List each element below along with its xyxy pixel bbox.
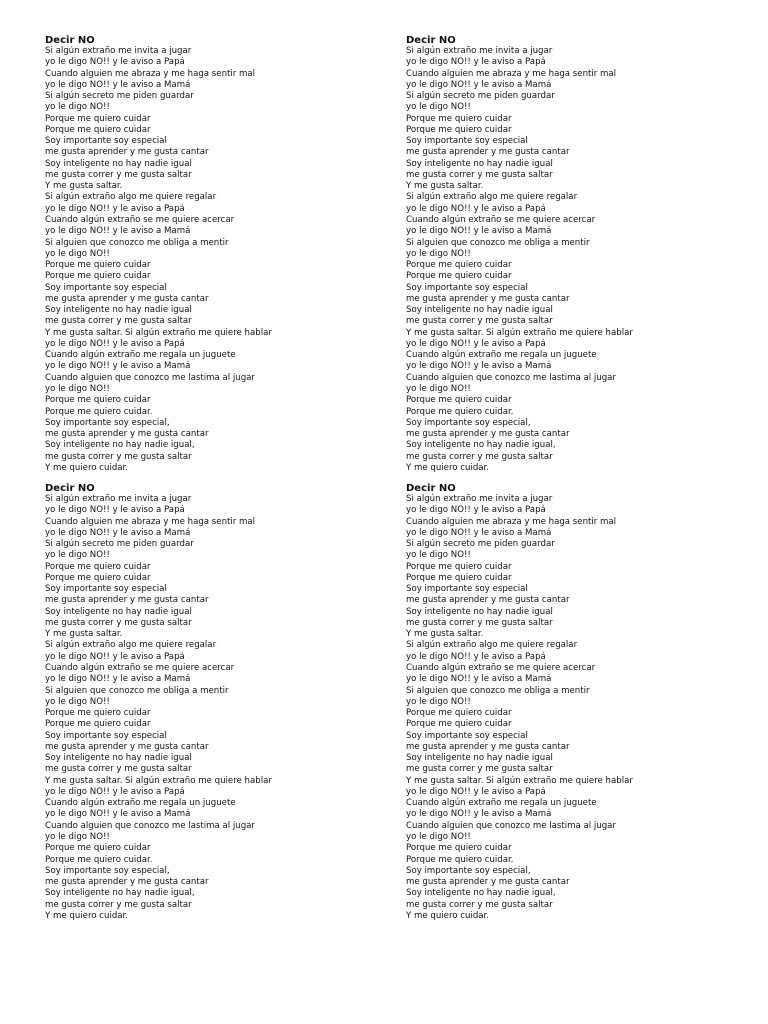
- poem-line: Porque me quiero cuidar: [406, 572, 512, 583]
- poem-line: me gusta aprender y me gusta cantar: [406, 741, 570, 752]
- poem-lines: [45, 494, 375, 922]
- poem-line: me gusta correr y me gusta saltar: [406, 451, 553, 462]
- poem-line: Si algún extraño me invita a jugar: [406, 494, 553, 504]
- poem-line: me gusta correr y me gusta saltar: [45, 169, 192, 180]
- poem-line: Porque me quiero cuidar.: [45, 406, 153, 417]
- poem-line: me gusta aprender y me gusta cantar: [406, 429, 570, 440]
- poem-line: Soy inteligente no hay nadie igual: [406, 606, 553, 617]
- poem-line: yo le digo NO!!: [406, 383, 471, 394]
- poem-line: Porque me quiero cuidar: [406, 708, 512, 719]
- poem-line: Si alguien que conozco me obliga a mentir: [45, 685, 229, 696]
- poem-line: Si algún secreto me piden guardar: [406, 91, 555, 102]
- poem-line: Porque me quiero cuidar: [406, 561, 512, 572]
- poem-line: me gusta aprender y me gusta cantar: [45, 595, 209, 606]
- poem-line: Y me gusta saltar.: [406, 181, 484, 192]
- poem-bottom-right: [406, 483, 736, 922]
- poem-line: me gusta correr y me gusta saltar: [406, 764, 553, 775]
- poem-line: Porque me quiero cuidar: [45, 572, 151, 583]
- poem-line: Porque me quiero cuidar.: [406, 854, 514, 865]
- poem-line: Soy inteligente no hay nadie igual,: [406, 440, 556, 451]
- poem-line: Si algún extraño me invita a jugar: [406, 46, 553, 56]
- poem-line: Cuando alguien me abraza y me haga sentir mal: [45, 516, 256, 527]
- poem-top-left: [45, 35, 375, 474]
- poem-line: Si algún secreto me piden guardar: [45, 91, 194, 102]
- poem-line: yo le digo NO!! y le aviso a Mamá: [406, 226, 552, 237]
- poem-line: me gusta aprender y me gusta cantar: [406, 877, 570, 888]
- poem-line: yo le digo NO!! y le aviso a Mamá: [45, 527, 191, 538]
- poem-line: Soy importante soy especial: [45, 730, 167, 741]
- poem-line: me gusta correr y me gusta saltar: [406, 169, 553, 180]
- poem-line: Si algún secreto me piden guardar: [406, 539, 555, 550]
- poem-line: Soy importante soy especial: [45, 282, 167, 293]
- poem-line: Si algún extraño me invita a jugar: [45, 494, 192, 504]
- poem-line: yo le digo NO!! y le aviso a Papá: [406, 786, 546, 797]
- poem-line: Y me gusta saltar. Si algún extraño me quiere hablar: [45, 775, 272, 786]
- poem-line: me gusta aprender y me gusta cantar: [45, 429, 209, 440]
- poem-line: me gusta correr y me gusta saltar: [406, 617, 553, 628]
- poem-line: Y me gusta saltar.: [45, 181, 123, 192]
- poem-line: Soy inteligente no hay nadie igual,: [406, 888, 556, 899]
- poem-line: yo le digo NO!!: [406, 831, 471, 842]
- poem-line: Y me quiero cuidar.: [45, 462, 129, 473]
- poem-line: Y me quiero cuidar.: [45, 910, 129, 921]
- poem-line: Si algún secreto me piden guardar: [45, 539, 194, 550]
- poem-line: yo le digo NO!! y le aviso a Mamá: [406, 79, 552, 90]
- poem-line: yo le digo NO!!: [45, 696, 110, 707]
- poem-title: Decir NO: [45, 483, 95, 494]
- poem-line: yo le digo NO!! y le aviso a Mamá: [406, 361, 552, 372]
- poem-line: Y me quiero cuidar.: [406, 462, 490, 473]
- poem-line: Cuando algún extraño me regala un juguete: [45, 798, 236, 809]
- poem-line: me gusta correr y me gusta saltar: [45, 451, 192, 462]
- poem-line: Porque me quiero cuidar.: [45, 854, 153, 865]
- poem-line: Porque me quiero cuidar: [406, 113, 512, 124]
- poem-line: Porque me quiero cuidar: [406, 271, 512, 282]
- poem-line: Porque me quiero cuidar: [406, 719, 512, 730]
- poem-line: me gusta correr y me gusta saltar: [406, 316, 553, 327]
- poem-line: yo le digo NO!!: [45, 102, 110, 113]
- poem-line: yo le digo NO!! y le aviso a Papá: [406, 505, 546, 516]
- poem-line: me gusta aprender y me gusta cantar: [45, 147, 209, 158]
- poem-line: yo le digo NO!! y le aviso a Mamá: [45, 226, 191, 237]
- poem-line: me gusta correr y me gusta saltar: [45, 764, 192, 775]
- poem-line: Porque me quiero cuidar: [45, 708, 151, 719]
- poem-lines: [406, 494, 736, 922]
- poem-line: Si alguien que conozco me obliga a mentir: [45, 237, 229, 248]
- poem-line: Soy importante soy especial: [406, 136, 528, 147]
- poem-line: yo le digo NO!! y le aviso a Papá: [45, 57, 185, 68]
- poem-line: yo le digo NO!!: [45, 383, 110, 394]
- poem-line: yo le digo NO!!: [406, 248, 471, 259]
- poem-line: Si algún extraño algo me quiere regalar: [406, 192, 578, 203]
- poem-line: Si algún extraño algo me quiere regalar: [45, 640, 217, 651]
- poem-line: Cuando algún extraño se me quiere acercar: [45, 662, 235, 673]
- poem-bottom-left: [45, 483, 375, 922]
- poem-line: Si alguien que conozco me obliga a mentir: [406, 237, 590, 248]
- poem-line: me gusta correr y me gusta saltar: [45, 316, 192, 327]
- poem-line: Soy inteligente no hay nadie igual,: [45, 888, 195, 899]
- poem-line: Cuando algún extraño me regala un juguete: [406, 350, 597, 361]
- poem-line: Cuando alguien me abraza y me haga sentir mal: [406, 516, 617, 527]
- poem-line: Soy inteligente no hay nadie igual: [406, 753, 553, 764]
- poem-line: Soy inteligente no hay nadie igual: [45, 305, 192, 316]
- poem-line: yo le digo NO!! y le aviso a Mamá: [45, 674, 191, 685]
- poem-line: yo le digo NO!! y le aviso a Mamá: [45, 809, 191, 820]
- poem-line: Soy importante soy especial: [406, 282, 528, 293]
- poem-line: me gusta correr y me gusta saltar: [45, 899, 192, 910]
- poem-line: Soy importante soy especial: [45, 136, 167, 147]
- poem-line: Soy importante soy especial: [406, 584, 528, 595]
- poem-line: Y me gusta saltar. Si algún extraño me quiere hablar: [406, 775, 633, 786]
- poem-line: Porque me quiero cuidar: [45, 719, 151, 730]
- poem-line: yo le digo NO!! y le aviso a Papá: [406, 57, 546, 68]
- poem-line: Cuando alguien me abraza y me haga sentir mal: [406, 68, 617, 79]
- poem-line: Porque me quiero cuidar: [45, 260, 151, 271]
- poem-line: yo le digo NO!!: [406, 696, 471, 707]
- poem-line: Si algún extraño algo me quiere regalar: [406, 640, 578, 651]
- poem-line: yo le digo NO!! y le aviso a Papá: [45, 651, 185, 662]
- poem-line: yo le digo NO!! y le aviso a Mamá: [406, 527, 552, 538]
- poem-line: yo le digo NO!! y le aviso a Mamá: [406, 674, 552, 685]
- poem-line: Cuando algún extraño me regala un juguete: [406, 798, 597, 809]
- poem-top-right: [406, 35, 736, 474]
- poem-line: Porque me quiero cuidar: [406, 124, 512, 135]
- poem-line: me gusta aprender y me gusta cantar: [45, 741, 209, 752]
- poem-line: Si algún extraño algo me quiere regalar: [45, 192, 217, 203]
- poem-line: Soy importante soy especial: [45, 584, 167, 595]
- poem-line: Porque me quiero cuidar: [406, 260, 512, 271]
- poem-line: yo le digo NO!! y le aviso a Mamá: [406, 809, 552, 820]
- poem-line: Y me gusta saltar.: [45, 629, 123, 640]
- poem-line: me gusta aprender y me gusta cantar: [45, 293, 209, 304]
- poem-line: yo le digo NO!! y le aviso a Papá: [406, 651, 546, 662]
- poem-line: Cuando alguien me abraza y me haga sentir mal: [45, 68, 256, 79]
- poem-line: yo le digo NO!! y le aviso a Papá: [45, 786, 185, 797]
- poem-line: Soy inteligente no hay nadie igual: [45, 158, 192, 169]
- poem-line: Soy importante soy especial,: [406, 417, 531, 428]
- poem-line: Y me gusta saltar. Si algún extraño me quiere hablar: [406, 327, 633, 338]
- poem-line: me gusta correr y me gusta saltar: [406, 899, 553, 910]
- poem-line: Porque me quiero cuidar: [45, 843, 151, 854]
- poem-line: Cuando alguien que conozco me lastima al jugar: [45, 820, 255, 831]
- poem-line: Soy importante soy especial,: [45, 865, 170, 876]
- poem-line: Si alguien que conozco me obliga a mentir: [406, 685, 590, 696]
- poem-line: yo le digo NO!!: [45, 248, 110, 259]
- poem-line: Soy inteligente no hay nadie igual: [406, 305, 553, 316]
- poem-line: yo le digo NO!!: [406, 550, 471, 561]
- poem-line: yo le digo NO!! y le aviso a Papá: [406, 203, 546, 214]
- poem-line: Soy inteligente no hay nadie igual: [45, 753, 192, 764]
- poem-line: Porque me quiero cuidar: [406, 395, 512, 406]
- poem-line: yo le digo NO!! y le aviso a Mamá: [45, 361, 191, 372]
- poem-line: yo le digo NO!! y le aviso a Papá: [45, 203, 185, 214]
- poem-line: me gusta aprender y me gusta cantar: [406, 147, 570, 158]
- poem-line: Cuando algún extraño se me quiere acercar: [406, 214, 596, 225]
- poem-line: Porque me quiero cuidar: [45, 124, 151, 135]
- poem-line: me gusta aprender y me gusta cantar: [406, 293, 570, 304]
- poem-line: yo le digo NO!! y le aviso a Mamá: [45, 79, 191, 90]
- poem-line: Porque me quiero cuidar.: [406, 406, 514, 417]
- poem-line: yo le digo NO!! y le aviso a Papá: [45, 338, 185, 349]
- poem-lines: [406, 46, 736, 474]
- poem-line: Porque me quiero cuidar: [45, 271, 151, 282]
- poem-title: Decir NO: [406, 35, 456, 46]
- poem-line: yo le digo NO!!: [45, 831, 110, 842]
- poem-line: Y me quiero cuidar.: [406, 910, 490, 921]
- poem-line: Soy importante soy especial,: [45, 417, 170, 428]
- poem-title: Decir NO: [45, 35, 95, 46]
- poem-line: Cuando alguien que conozco me lastima al jugar: [406, 372, 616, 383]
- poem-line: Cuando algún extraño me regala un juguete: [45, 350, 236, 361]
- poem-line: yo le digo NO!! y le aviso a Papá: [406, 338, 546, 349]
- poem-lines: [45, 46, 375, 474]
- poem-title: Decir NO: [406, 483, 456, 494]
- poem-line: me gusta aprender y me gusta cantar: [406, 595, 570, 606]
- poem-line: Soy importante soy especial,: [406, 865, 531, 876]
- poem-line: Cuando alguien que conozco me lastima al jugar: [406, 820, 616, 831]
- poem-line: yo le digo NO!!: [45, 550, 110, 561]
- poem-line: Porque me quiero cuidar: [406, 843, 512, 854]
- poem-line: Y me gusta saltar.: [406, 629, 484, 640]
- poem-line: Cuando algún extraño se me quiere acercar: [45, 214, 235, 225]
- poem-line: Porque me quiero cuidar: [45, 113, 151, 124]
- poem-line: Soy inteligente no hay nadie igual,: [45, 440, 195, 451]
- poem-line: me gusta aprender y me gusta cantar: [45, 877, 209, 888]
- poem-line: Soy importante soy especial: [406, 730, 528, 741]
- poem-line: Soy inteligente no hay nadie igual: [406, 158, 553, 169]
- poem-line: Cuando algún extraño se me quiere acercar: [406, 662, 596, 673]
- poem-line: yo le digo NO!! y le aviso a Papá: [45, 505, 185, 516]
- poem-line: Soy inteligente no hay nadie igual: [45, 606, 192, 617]
- poem-line: me gusta correr y me gusta saltar: [45, 617, 192, 628]
- poem-line: yo le digo NO!!: [406, 102, 471, 113]
- poem-line: Cuando alguien que conozco me lastima al jugar: [45, 372, 255, 383]
- poem-line: Y me gusta saltar. Si algún extraño me quiere hablar: [45, 327, 272, 338]
- poem-line: Porque me quiero cuidar: [45, 561, 151, 572]
- poem-line: Si algún extraño me invita a jugar: [45, 46, 192, 56]
- poem-line: Porque me quiero cuidar: [45, 395, 151, 406]
